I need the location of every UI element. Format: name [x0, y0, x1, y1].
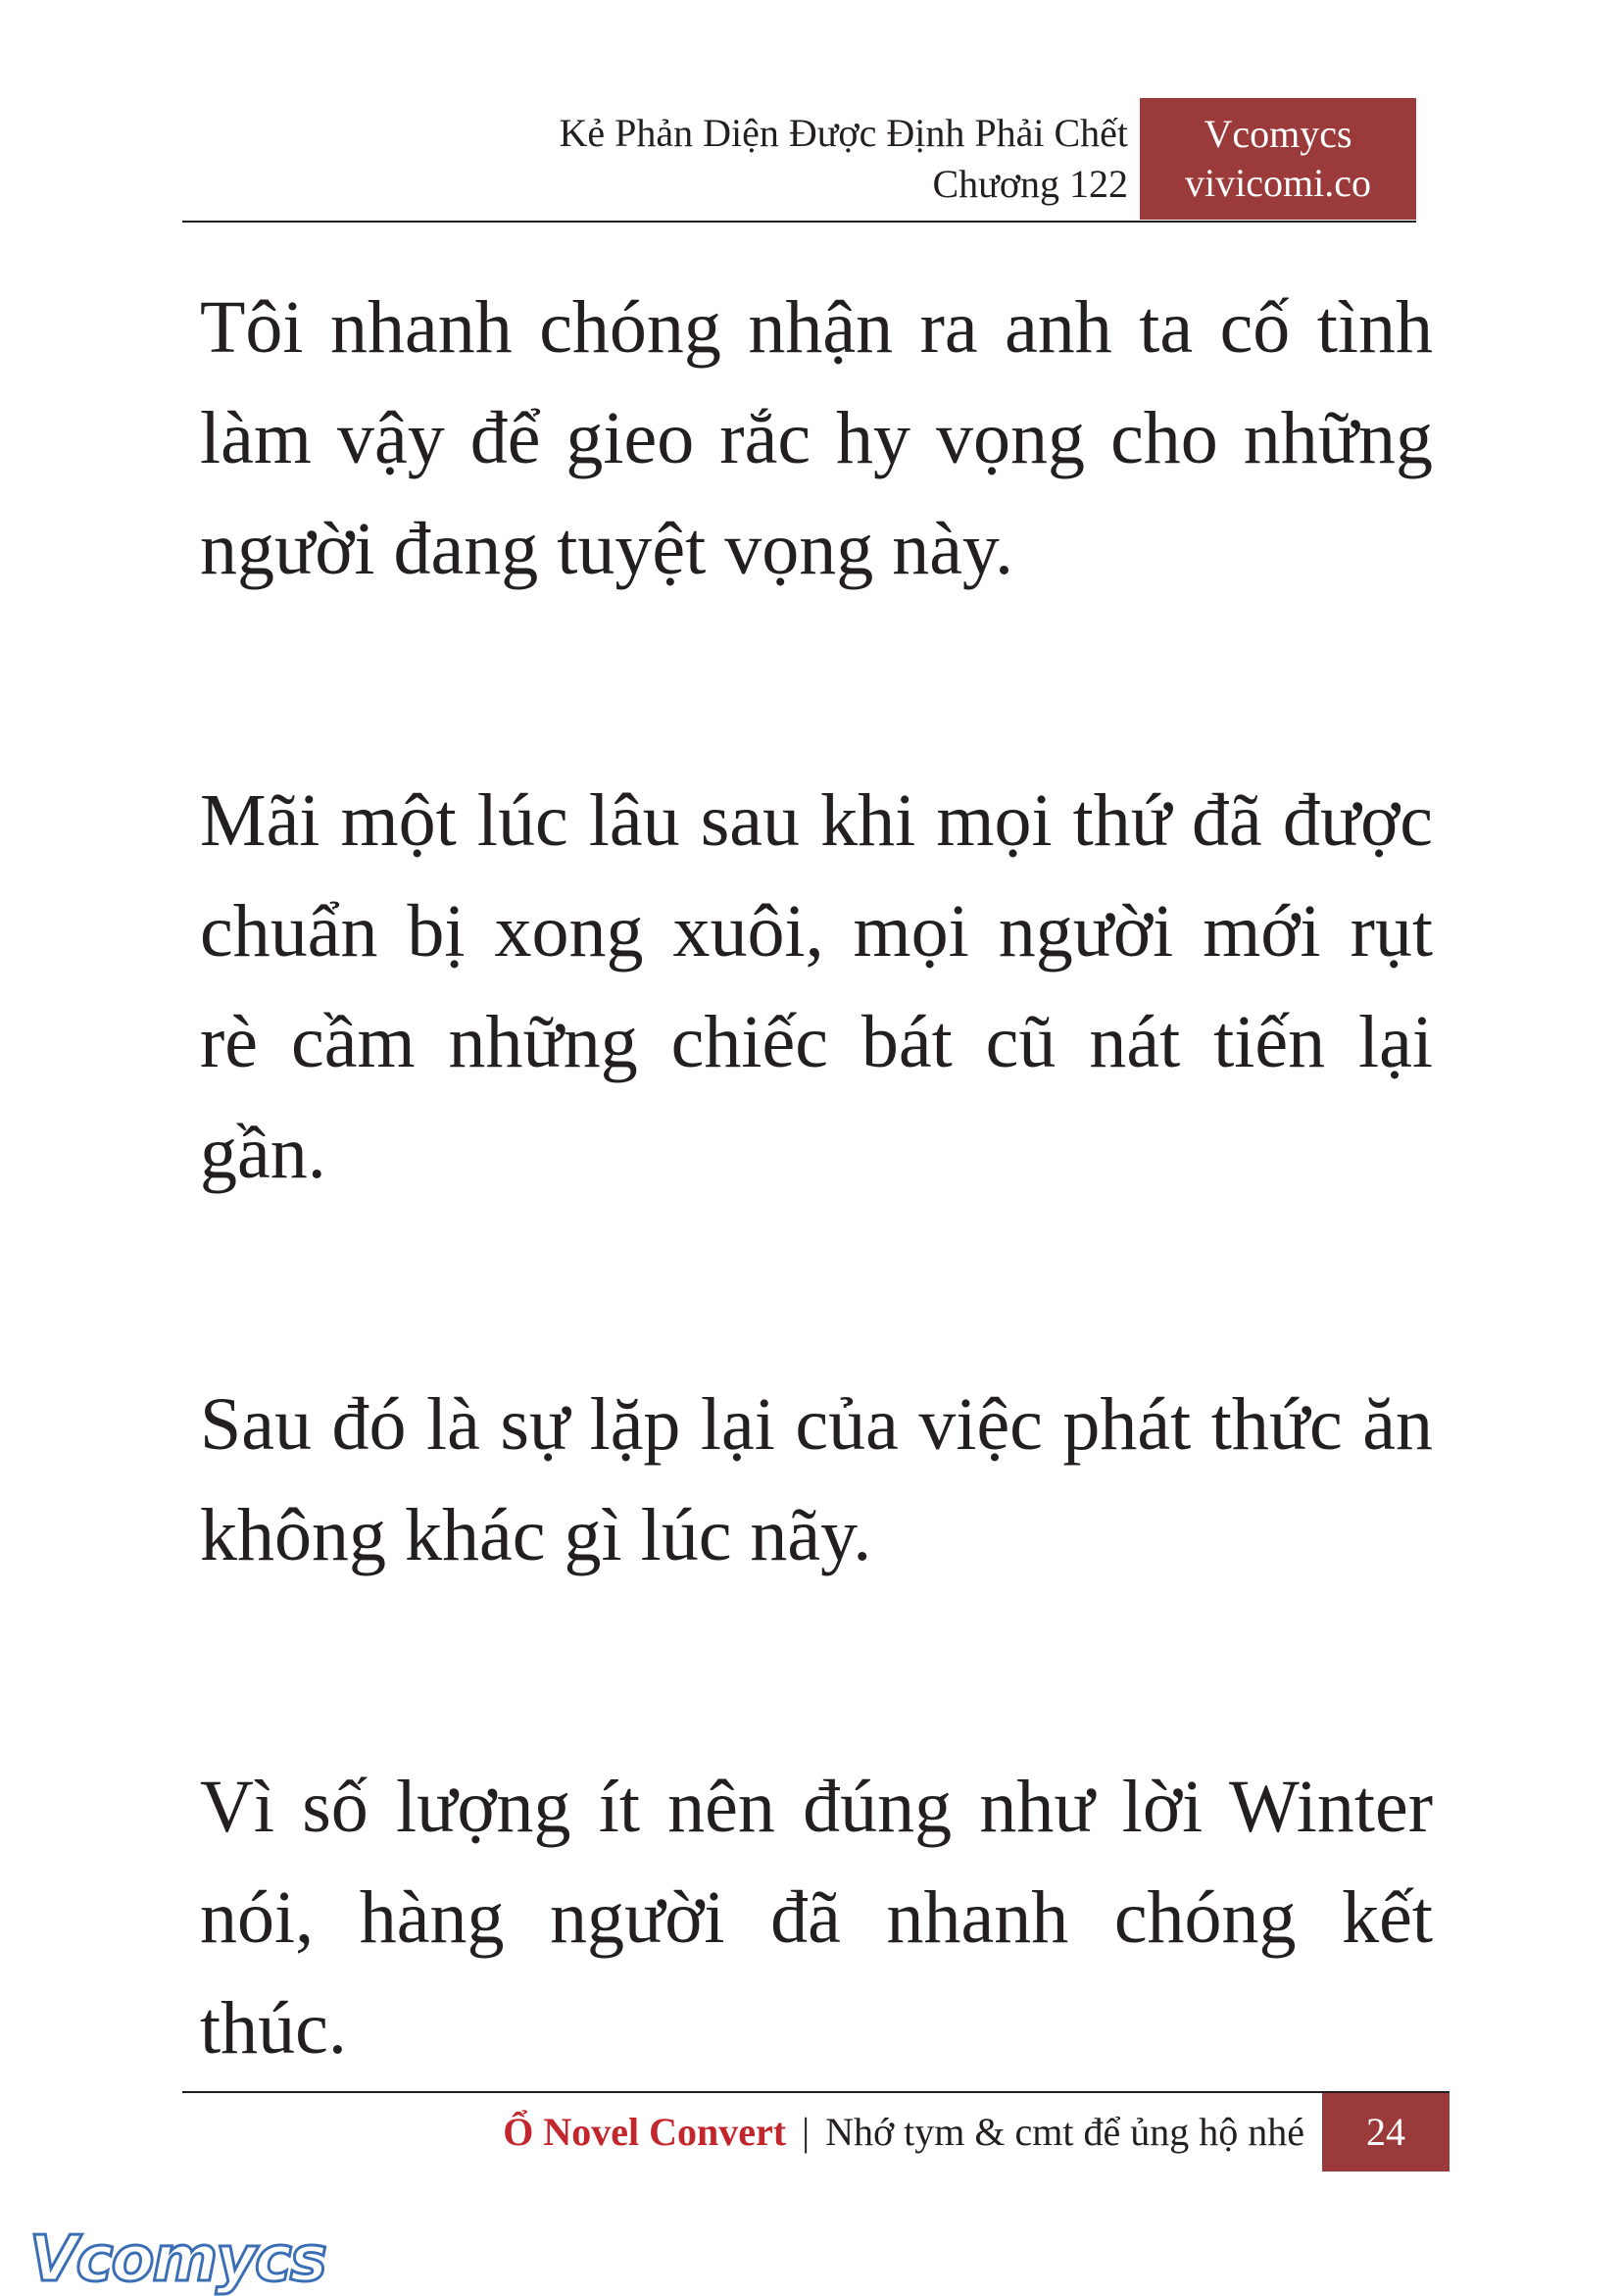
- paragraph-3: Sau đó là sự lặp lại của việc phát thức ăn không khác gì lúc nãy.: [200, 1383, 1433, 1576]
- page-header: [182, 96, 1416, 223]
- paragraph-1: Tôi nhanh chóng nhận ra anh ta cố tình làm vậy để gieo rắc hy vọng cho những người đang tuyệt vọng này.: [200, 286, 1433, 590]
- page-number: 24: [1322, 2093, 1450, 2171]
- page-footer: [182, 2091, 1450, 2173]
- footer-separator: |: [802, 2110, 811, 2154]
- site-badge: [1140, 98, 1416, 220]
- chapter-content: [200, 273, 1433, 2084]
- book-title: Kẻ Phản Diện Được Định Phải Chết: [559, 111, 1128, 155]
- footer-text: [503, 2107, 1304, 2158]
- header-titles: [559, 108, 1128, 210]
- site-name: Vcomycs: [1204, 112, 1352, 156]
- footer-brand: Ổ Novel Convert: [503, 2110, 787, 2154]
- footer-message: Nhớ tym & cmt để ủng hộ nhé: [825, 2110, 1304, 2154]
- paragraph-4: Vì số lượng ít nên đúng như lời Winter nói, hàng người đã nhanh chóng kết thúc.: [200, 1766, 1433, 2070]
- chapter-label: Chương 122: [932, 162, 1128, 206]
- paragraph-2: Mãi một lúc lâu sau khi mọi thứ đã được chuẩn bị xong xuôi, mọi người mới rụt rè cầm những chiếc bát cũ nát tiến lại gần.: [200, 779, 1433, 1194]
- site-url: vivicomi.co: [1185, 161, 1371, 205]
- vcomycs-logo: Vcomycs: [29, 2223, 325, 2296]
